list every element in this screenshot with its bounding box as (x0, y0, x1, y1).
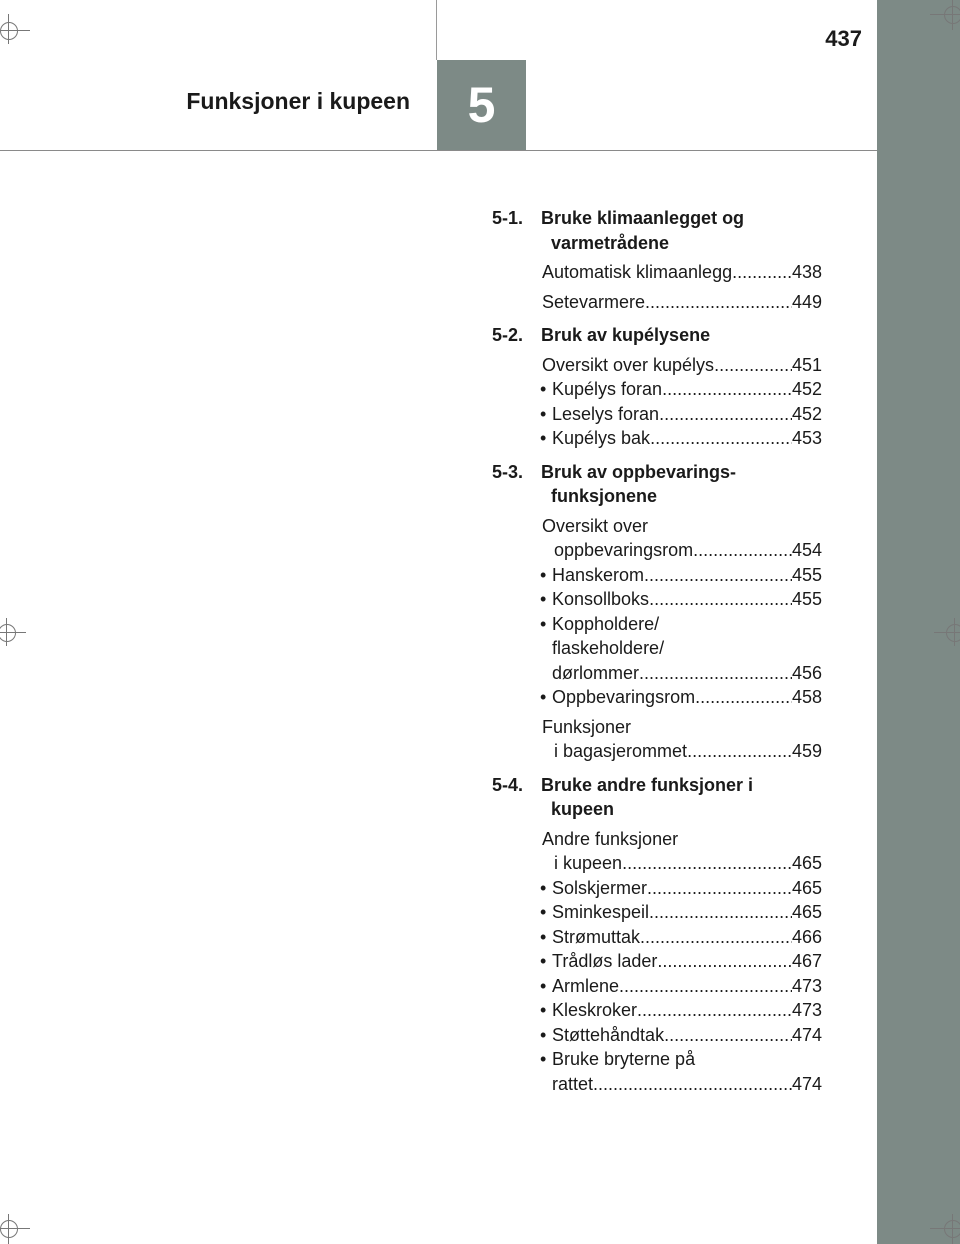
leader-dots (640, 925, 792, 950)
entry-label: Strømuttak (552, 926, 641, 947)
toc-sub-entry[interactable] (492, 377, 822, 402)
entry-page: 456 (791, 662, 822, 683)
bullet-icon: • (540, 564, 547, 585)
entry-label-cont: i bagasjerommet (554, 741, 688, 761)
page-number: 437 (825, 26, 862, 51)
toc-entry[interactable] (492, 514, 822, 563)
toc-sub-entry[interactable] (492, 563, 822, 588)
entry-page: 438 (791, 262, 822, 282)
entry-page: 473 (791, 1000, 822, 1020)
entry-page: 452 (791, 403, 822, 424)
bullet-icon: • (540, 687, 547, 707)
bullet-icon: • (540, 589, 547, 609)
section-title: Bruke klimaanlegget og varmetrådene (541, 208, 745, 253)
table-of-contents (492, 206, 822, 1105)
entry-label-cont: i kupeen (554, 853, 623, 873)
bullet-icon: • (540, 926, 547, 947)
bullet-icon: • (540, 975, 547, 996)
toc-sub-entry[interactable] (492, 974, 822, 999)
leader-dots (657, 949, 792, 974)
toc-entry[interactable] (492, 827, 822, 876)
toc-section-5-1 (492, 206, 822, 314)
toc-sub-entry[interactable] (492, 402, 822, 427)
entry-label: Funksjoner (542, 716, 632, 737)
header-divider (436, 0, 437, 60)
toc-sub-entry[interactable] (492, 998, 822, 1023)
leader-dots (619, 974, 792, 999)
entry-label: Kupélys bak (552, 428, 651, 448)
toc-sub-entry[interactable] (492, 925, 822, 950)
toc-entry[interactable] (492, 353, 822, 378)
entry-label: Automatisk klimaanlegg (542, 262, 733, 282)
section-number: 5-3. (492, 461, 524, 482)
entry-page: 452 (791, 379, 822, 399)
toc-sub-entry[interactable] (492, 587, 822, 612)
leader-dots (622, 851, 792, 876)
toc-sub-entry[interactable] (492, 900, 822, 925)
toc-section-5-3 (492, 460, 822, 764)
section-heading[interactable] (492, 460, 822, 509)
entry-page: 473 (791, 975, 822, 996)
leader-dots (693, 538, 792, 563)
leader-dots (695, 685, 792, 710)
section-title: Bruke andre funksjoner i kupeen (541, 774, 754, 819)
entry-label: Støttehåndtak (552, 1024, 665, 1045)
entry-label: Trådløs lader (552, 951, 658, 971)
toc-entry[interactable] (492, 260, 822, 285)
entry-label: Solskjermer (552, 877, 648, 898)
leader-dots (687, 739, 792, 764)
leader-dots (644, 563, 792, 588)
toc-section-5-4 (492, 773, 822, 1097)
entry-page: 465 (791, 853, 822, 873)
leader-dots (647, 876, 792, 901)
toc-entry[interactable] (492, 290, 822, 315)
bullet-icon: • (540, 428, 547, 448)
chapter-title: Funksjoner i kupeen (186, 88, 410, 114)
section-title: Bruk av oppbevarings-funksjonene (541, 461, 737, 506)
entry-page: 449 (791, 291, 822, 312)
entry-label-cont: rattet (552, 1073, 594, 1094)
section-number: 5-1. (492, 208, 524, 228)
entry-label-cont: flaskeholdere/ (552, 638, 665, 658)
toc-sub-entry[interactable] (492, 612, 822, 686)
leader-dots (714, 353, 792, 378)
entry-page: 465 (791, 877, 822, 898)
section-number: 5-4. (492, 774, 524, 795)
chapter-number: 5 (467, 77, 496, 133)
bullet-icon: • (540, 403, 547, 424)
entry-page: 474 (791, 1024, 822, 1045)
entry-label: Oversikt over (542, 515, 649, 536)
chapter-side-tab (877, 0, 960, 1244)
bullet-icon: • (540, 951, 547, 971)
toc-sub-entry[interactable] (492, 949, 822, 974)
entry-label: Bruke bryterne på (552, 1049, 696, 1069)
entry-page: 453 (791, 428, 822, 448)
leader-dots (649, 900, 792, 925)
section-heading[interactable] (492, 323, 822, 348)
leader-dots (637, 998, 792, 1023)
leader-dots (649, 587, 792, 612)
leader-dots (732, 260, 792, 285)
leader-dots (664, 1023, 792, 1048)
header-rule (0, 150, 877, 151)
leader-dots (645, 290, 792, 315)
entry-page: 466 (791, 926, 822, 947)
entry-label-cont: dørlommer (552, 662, 640, 683)
entry-label: Kleskroker (552, 1000, 638, 1020)
toc-entry[interactable] (492, 715, 822, 764)
entry-label: Konsollboks (552, 589, 650, 609)
entry-page: 451 (791, 354, 822, 375)
entry-label: Kupélys foran (552, 379, 663, 399)
section-number: 5-2. (492, 325, 524, 345)
toc-sub-entry[interactable] (492, 426, 822, 451)
bullet-icon: • (540, 379, 547, 399)
entry-page: 459 (791, 741, 822, 761)
toc-sub-entry[interactable] (492, 876, 822, 901)
section-title: Bruk av kupélysene (541, 325, 711, 345)
chapter-number-box (437, 60, 526, 150)
entry-page: 474 (791, 1073, 822, 1094)
leader-dots (650, 426, 792, 451)
leader-dots (639, 661, 792, 686)
entry-page: 455 (791, 564, 822, 585)
section-heading[interactable] (492, 773, 822, 822)
entry-label: Sminkespeil (552, 902, 650, 922)
toc-sub-entry[interactable] (492, 1023, 822, 1048)
entry-label: Leselys foran (552, 403, 660, 424)
entry-page: 465 (791, 902, 822, 922)
entry-label: Hanskerom (552, 564, 645, 585)
entry-page: 467 (791, 951, 822, 971)
leader-dots (659, 402, 792, 427)
entry-page: 454 (791, 540, 822, 560)
section-heading[interactable] (492, 206, 822, 255)
entry-label: Oppbevaringsrom (552, 687, 696, 707)
bullet-icon: • (540, 1000, 547, 1020)
entry-label: Koppholdere/ (552, 613, 660, 634)
bullet-icon: • (540, 1024, 547, 1045)
entry-label: Setevarmere (542, 291, 646, 312)
toc-sub-entry[interactable] (492, 1047, 822, 1096)
bullet-icon: • (540, 877, 547, 898)
bullet-icon: • (540, 902, 547, 922)
entry-label: Armlene (552, 975, 620, 996)
toc-section-5-2 (492, 323, 822, 451)
bullet-icon: • (540, 613, 547, 634)
entry-page: 458 (791, 687, 822, 707)
bullet-icon: • (540, 1049, 547, 1069)
entry-label: Andre funksjoner (542, 828, 679, 849)
entry-label: Oversikt over kupélys (542, 354, 715, 375)
entry-page: 455 (791, 589, 822, 609)
entry-label-cont: oppbevaringsrom (554, 540, 694, 560)
toc-sub-entry[interactable] (492, 685, 822, 710)
leader-dots (662, 377, 792, 402)
leader-dots (593, 1072, 792, 1097)
